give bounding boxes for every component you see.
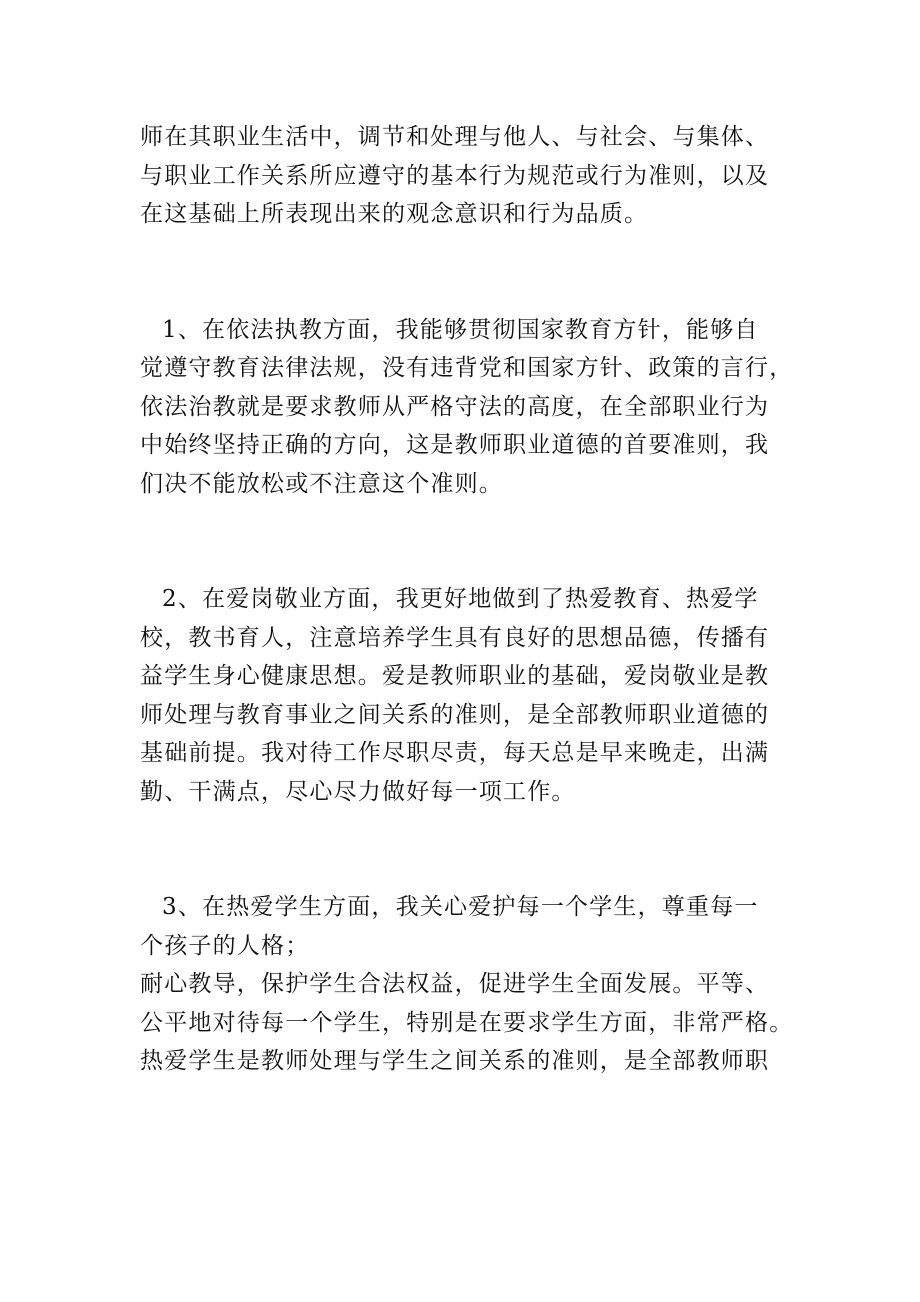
paragraph-spacer: [140, 234, 800, 311]
paragraph-spacer: [140, 811, 800, 888]
paragraph-definition: [140, 118, 800, 234]
text-line: 校，教书育人，注意培养学生具有良好的思想品德，传播有: [140, 624, 770, 651]
text-line: 们决不能放松或不注意这个准则。: [140, 470, 503, 497]
text-line: 益学生身心健康思想。爱是教师职业的基础，爱岗敬业是教: [140, 663, 770, 689]
text-line: 1、在依法执教方面，我能够贯彻国家教育方针，能够自: [162, 316, 759, 343]
text-line: 在这基础上所表现出来的观念意识和行为品质。: [140, 201, 649, 227]
text-line: 公平地对待每一个学生，特别是在要求学生方面，非常严格。: [140, 1009, 794, 1036]
text-line: 耐心教导，保护学生合法权益，促进学生全面发展。平等、: [140, 971, 770, 997]
text-line: 个孩子的人格；: [140, 932, 310, 959]
paragraph-item-1: [140, 311, 800, 504]
text-line: 与职业工作关系所应遵守的基本行为规范或行为准则，以及: [140, 162, 770, 189]
text-line: 勤、干满点，尽心尽力做好每一项工作。: [140, 778, 576, 805]
text-line: 觉遵守教育法律法规，没有违背党和国家方针、政策的言行，: [140, 355, 794, 381]
paragraph-item-3: [140, 888, 800, 1081]
document-body: [140, 118, 800, 1081]
text-line: 热爱学生是教师处理与学生之间关系的准则，是全部教师职: [140, 1048, 770, 1074]
text-line: 师在其职业生活中，调节和处理与他人、与社会、与集体、: [140, 124, 770, 150]
paragraph-item-2: [140, 580, 800, 811]
text-line: 师处理与教育事业之间关系的准则，是全部教师职业道德的: [140, 701, 770, 728]
text-line: 中始终坚持正确的方向，这是教师职业道德的首要准则，我: [140, 432, 770, 458]
paragraph-spacer: [140, 503, 800, 580]
text-line: 基础前提。我对待工作尽职尽责，每天总是早来晚走，出满: [140, 740, 770, 766]
text-line: 3、在热爱学生方面，我关心爱护每一个学生，尊重每一: [162, 894, 759, 920]
text-line: 依法治教就是要求教师从严格守法的高度，在全部职业行为: [140, 393, 770, 420]
text-line: 2、在爱岗敬业方面，我更好地做到了热爱教育、热爱学: [162, 586, 759, 612]
